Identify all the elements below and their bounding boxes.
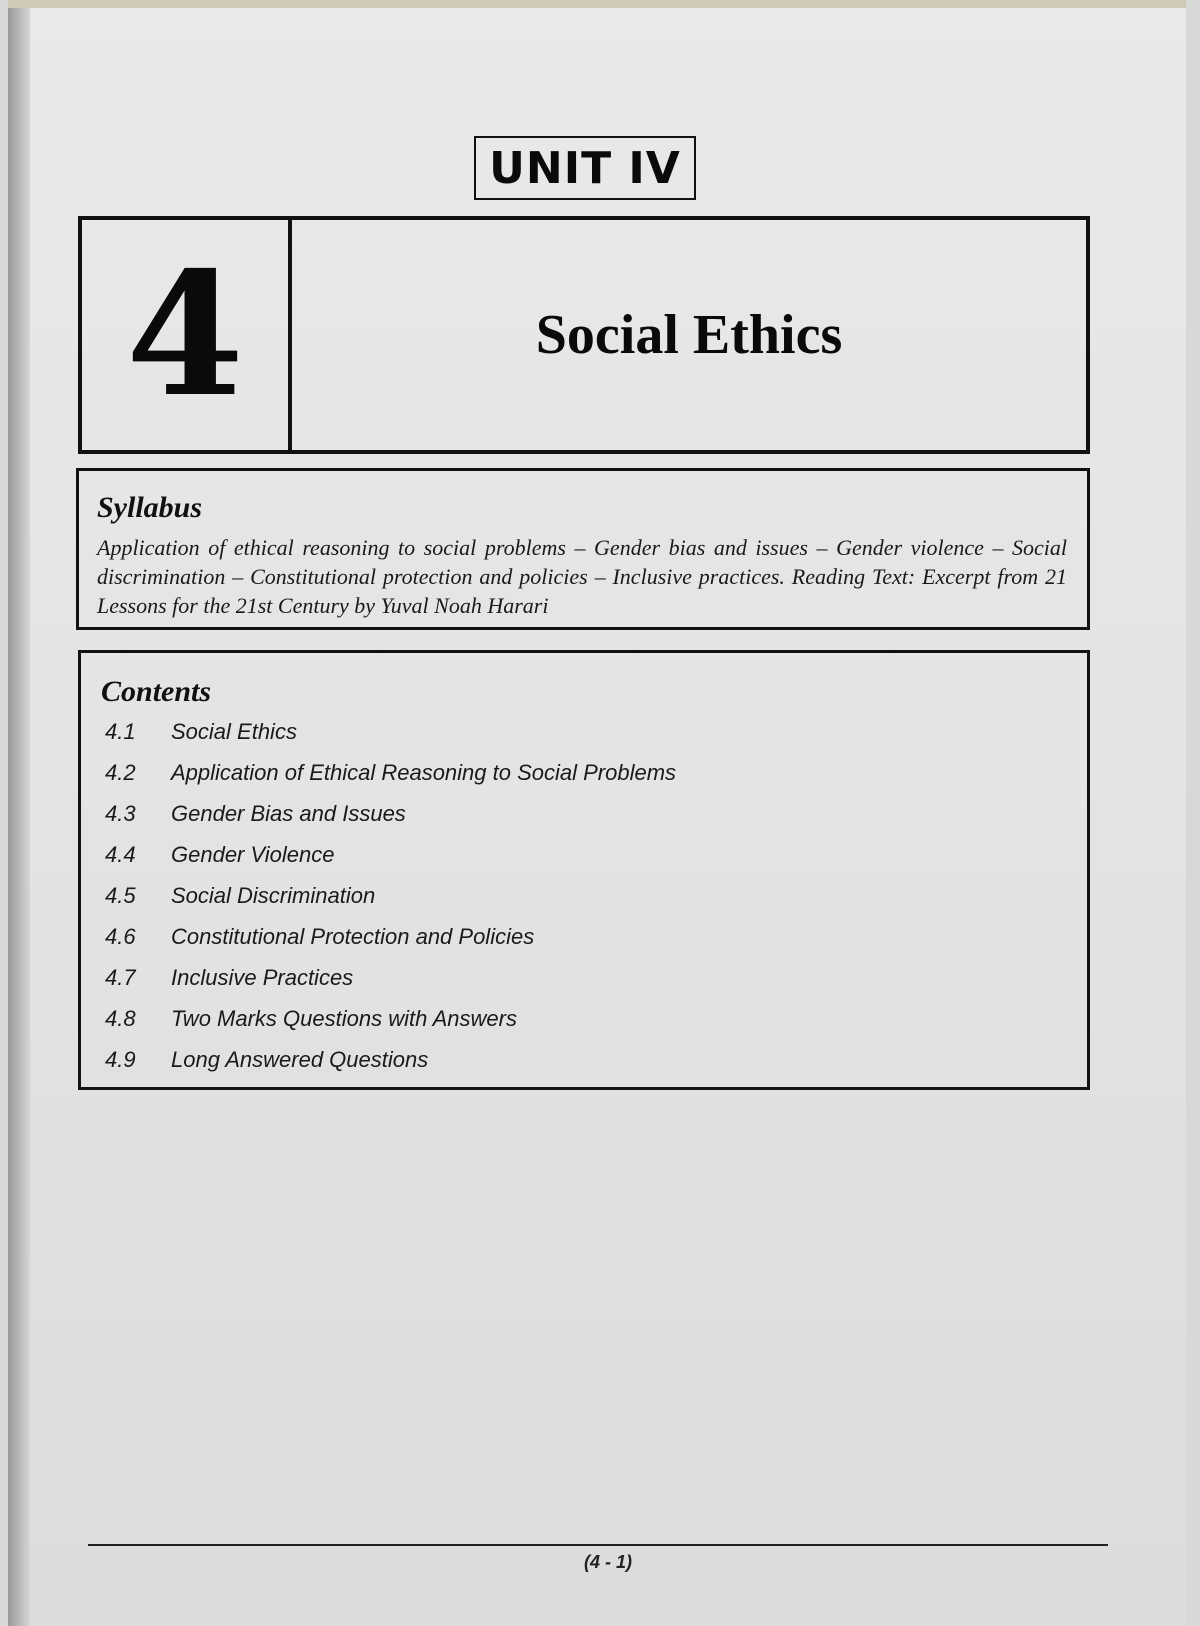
contents-item — [101, 842, 1067, 883]
contents-item-label: Long Answered Questions — [171, 1047, 429, 1072]
syllabus-text: Application of ethical reasoning to social problems – Gender bias and issues – Gender violence – Social discrimination – Constitutional protection and policies – Inclusive practices. Reading Text: Excerpt from 21 Lessons for the 21st Century by Yuval Noah Harari — [97, 535, 1067, 618]
page-top-edge — [8, 0, 1186, 8]
footer-rule — [88, 1544, 1108, 1546]
contents-item — [101, 1047, 1067, 1088]
contents-item-number: 4.6 — [105, 924, 136, 949]
syllabus-heading: Syllabus — [97, 491, 203, 524]
contents-item — [101, 883, 1067, 924]
contents-item — [101, 924, 1067, 965]
book-page — [8, 0, 1186, 1626]
contents-item — [101, 965, 1067, 1006]
chapter-title-box — [78, 216, 1090, 454]
contents-item-label: Two Marks Questions with Answers — [171, 1006, 517, 1031]
contents-item-label: Constitutional Protection and Policies — [171, 924, 535, 949]
contents-item-label: Social Discrimination — [171, 883, 376, 908]
contents-item — [101, 1006, 1067, 1047]
contents-item-number: 4.9 — [105, 1047, 136, 1072]
page-binding-shadow — [8, 0, 30, 1626]
contents-item — [101, 801, 1067, 842]
contents-item-number: 4.4 — [105, 842, 136, 867]
chapter-title: Social Ethics — [535, 304, 843, 366]
chapter-number: 4 — [125, 235, 245, 435]
contents-item-label: Gender Violence — [171, 842, 335, 867]
contents-item-number: 4.5 — [105, 883, 136, 908]
contents-item-label: Social Ethics — [171, 719, 297, 744]
contents-item-number: 4.7 — [105, 965, 136, 990]
contents-item-label: Application of Ethical Reasoning to Social Problems — [171, 760, 677, 785]
contents-item-number: 4.3 — [105, 801, 136, 826]
contents-item — [101, 760, 1067, 801]
contents-item-number: 4.8 — [105, 1006, 136, 1031]
contents-box — [78, 650, 1090, 1090]
contents-item-label: Gender Bias and Issues — [171, 801, 406, 826]
syllabus-box — [76, 468, 1090, 630]
contents-item — [101, 719, 1067, 760]
unit-label: UNIT IV — [474, 136, 696, 200]
contents-heading: Contents — [101, 675, 212, 708]
page-number: (4 - 1) — [583, 1552, 632, 1572]
contents-item-label: Inclusive Practices — [171, 965, 354, 990]
contents-item-number: 4.2 — [105, 760, 136, 785]
contents-item-number: 4.1 — [105, 719, 136, 744]
contents-list — [101, 719, 1067, 1088]
